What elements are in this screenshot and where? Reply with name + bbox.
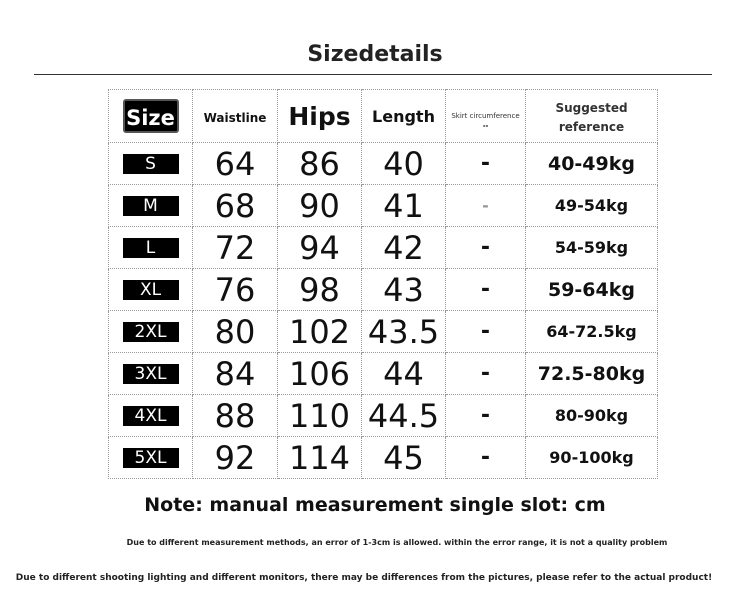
suggested-weight-cell bbox=[526, 269, 658, 311]
color-disclaimer: Due to different shooting lighting and different monitors, there may be differences from the pictures, please refer to the actual product! bbox=[15, 573, 713, 583]
waist-value-cell bbox=[193, 143, 278, 185]
header-size: Size bbox=[123, 99, 179, 133]
length-value: 42 bbox=[383, 228, 424, 267]
hips-value-cell bbox=[278, 311, 362, 353]
skirt-value: - bbox=[480, 319, 491, 344]
length-value: 43.5 bbox=[367, 312, 440, 351]
size-badge-cell bbox=[109, 269, 193, 311]
hips-value: 106 bbox=[288, 354, 351, 393]
size-badge-cell bbox=[109, 227, 193, 269]
length-value-cell bbox=[362, 185, 446, 227]
suggested-weight: 90-100kg bbox=[549, 448, 634, 467]
skirt-value: - bbox=[480, 361, 491, 386]
size-badge-cell bbox=[109, 311, 193, 353]
table-header-row bbox=[109, 90, 658, 143]
hips-value: 94 bbox=[299, 228, 340, 267]
waist-value-cell bbox=[193, 185, 278, 227]
suggested-weight-cell bbox=[526, 437, 658, 479]
waist-value: 68 bbox=[214, 186, 256, 225]
skirt-value: - bbox=[480, 235, 491, 260]
size-table bbox=[108, 89, 658, 479]
suggested-weight: 72.5-80kg bbox=[537, 362, 646, 385]
hips-value-cell bbox=[278, 269, 362, 311]
skirt-value-cell bbox=[446, 269, 526, 311]
hips-value: 102 bbox=[288, 312, 351, 351]
size-badge-cell bbox=[109, 143, 193, 185]
suggested-weight: 40-49kg bbox=[547, 152, 635, 175]
length-value-cell bbox=[362, 395, 446, 437]
size-badge: 3XL bbox=[123, 364, 179, 384]
hips-value: 110 bbox=[288, 396, 351, 435]
waist-value: 88 bbox=[214, 396, 256, 435]
header-waistline-cell bbox=[193, 90, 278, 143]
header-hips-cell bbox=[278, 90, 362, 143]
hips-value-cell bbox=[278, 227, 362, 269]
suggested-weight-cell bbox=[526, 353, 658, 395]
title-divider bbox=[34, 74, 712, 75]
hips-value: 98 bbox=[299, 270, 340, 309]
skirt-value: - bbox=[480, 151, 491, 176]
table-row bbox=[109, 227, 658, 269]
suggested-weight: 80-90kg bbox=[554, 406, 629, 425]
waist-value: 92 bbox=[214, 438, 256, 477]
skirt-value-cell bbox=[446, 437, 526, 479]
length-value-cell bbox=[362, 437, 446, 479]
skirt-value-cell bbox=[446, 143, 526, 185]
waist-value: 64 bbox=[214, 144, 256, 183]
skirt-value: - bbox=[480, 445, 491, 470]
length-value-cell bbox=[362, 269, 446, 311]
suggested-weight-cell bbox=[526, 143, 658, 185]
suggested-weight-cell bbox=[526, 395, 658, 437]
waist-value: 72 bbox=[214, 228, 256, 267]
size-badge: L bbox=[123, 238, 179, 258]
size-badge: XL bbox=[123, 280, 179, 300]
waist-value-cell bbox=[193, 227, 278, 269]
waist-value-cell bbox=[193, 395, 278, 437]
suggested-weight: 59-64kg bbox=[547, 278, 635, 301]
header-skirt-subnote-mark: ▪▪ bbox=[482, 122, 489, 128]
skirt-value: - bbox=[480, 277, 491, 302]
length-value: 44.5 bbox=[367, 396, 440, 435]
table-row bbox=[109, 143, 658, 185]
hips-value: 114 bbox=[288, 438, 351, 477]
length-value-cell bbox=[362, 353, 446, 395]
length-value-cell bbox=[362, 143, 446, 185]
size-badge-cell bbox=[109, 185, 193, 227]
skirt-value-cell bbox=[446, 185, 526, 227]
table-row bbox=[109, 353, 658, 395]
length-value-cell bbox=[362, 311, 446, 353]
skirt-value-cell bbox=[446, 311, 526, 353]
size-badge-cell bbox=[109, 395, 193, 437]
suggested-weight-cell bbox=[526, 311, 658, 353]
waist-value-cell bbox=[193, 311, 278, 353]
header-suggested-reference: Suggested reference bbox=[555, 101, 628, 134]
skirt-value-cell bbox=[446, 395, 526, 437]
header-hips: Hips bbox=[288, 101, 351, 131]
table-row bbox=[109, 395, 658, 437]
measurement-disclaimer: Due to different measurement methods, an error of 1-3cm is allowed. within the error range, it is not a quality problem bbox=[126, 538, 668, 547]
waist-value-cell bbox=[193, 353, 278, 395]
length-value: 45 bbox=[383, 438, 424, 477]
suggested-weight-cell bbox=[526, 185, 658, 227]
page-title: Sizedetails bbox=[307, 42, 443, 67]
header-suggested-cell bbox=[526, 90, 658, 143]
hips-value-cell bbox=[278, 185, 362, 227]
waist-value-cell bbox=[193, 269, 278, 311]
length-value: 44 bbox=[383, 354, 424, 393]
table-row bbox=[109, 311, 658, 353]
size-badge: 4XL bbox=[123, 406, 179, 426]
hips-value: 90 bbox=[299, 186, 340, 225]
size-badge-cell bbox=[109, 437, 193, 479]
header-length: Length bbox=[372, 106, 435, 126]
waist-value-cell bbox=[193, 437, 278, 479]
header-skirt-circumference: Skirt circumference bbox=[451, 111, 520, 120]
size-badge: 5XL bbox=[123, 448, 179, 468]
table-row bbox=[109, 185, 658, 227]
header-waistline: Waistline bbox=[203, 110, 267, 125]
length-value: 41 bbox=[383, 186, 424, 225]
size-badge: S bbox=[123, 154, 179, 174]
skirt-value: - bbox=[482, 196, 489, 215]
length-value: 40 bbox=[383, 144, 424, 183]
table-row bbox=[109, 269, 658, 311]
length-value-cell bbox=[362, 227, 446, 269]
suggested-weight: 64-72.5kg bbox=[546, 322, 637, 341]
size-badge: 2XL bbox=[123, 322, 179, 342]
hips-value-cell bbox=[278, 437, 362, 479]
hips-value-cell bbox=[278, 143, 362, 185]
header-size-cell bbox=[109, 90, 193, 143]
length-value: 43 bbox=[383, 270, 424, 309]
waist-value: 76 bbox=[214, 270, 256, 309]
skirt-value-cell bbox=[446, 353, 526, 395]
suggested-weight-cell bbox=[526, 227, 658, 269]
skirt-value: - bbox=[480, 403, 491, 428]
measurement-note: Note: manual measurement single slot: cm bbox=[144, 494, 606, 516]
header-skirt-cell bbox=[446, 90, 526, 143]
hips-value: 86 bbox=[299, 144, 340, 183]
suggested-weight: 54-59kg bbox=[554, 238, 629, 257]
hips-value-cell bbox=[278, 395, 362, 437]
size-badge: M bbox=[123, 196, 179, 216]
table-row bbox=[109, 437, 658, 479]
waist-value: 84 bbox=[214, 354, 256, 393]
waist-value: 80 bbox=[214, 312, 256, 351]
skirt-value-cell bbox=[446, 227, 526, 269]
size-badge-cell bbox=[109, 353, 193, 395]
suggested-weight: 49-54kg bbox=[554, 196, 629, 215]
header-length-cell bbox=[362, 90, 446, 143]
hips-value-cell bbox=[278, 353, 362, 395]
